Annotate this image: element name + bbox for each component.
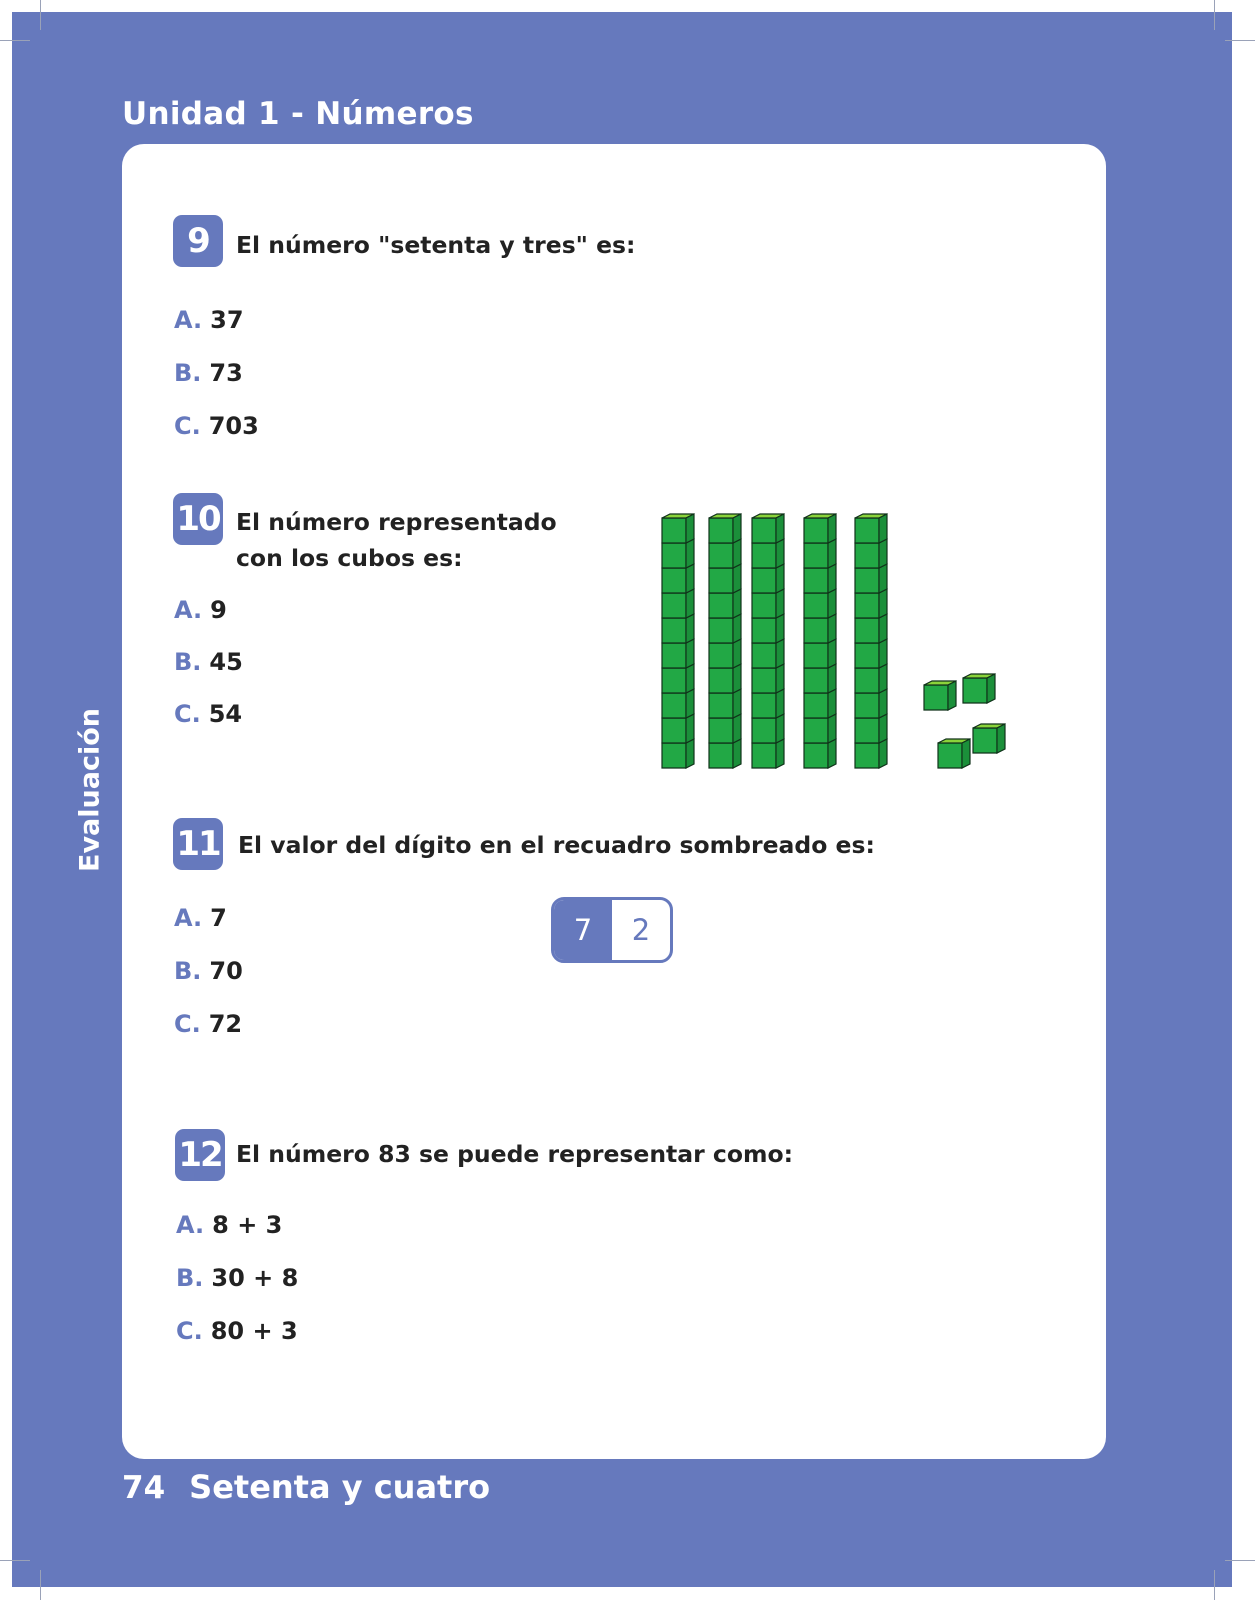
option-letter: A. <box>174 596 203 624</box>
option-letter: B. <box>174 359 202 387</box>
option-letter: C. <box>174 700 201 728</box>
crop-mark <box>1225 40 1255 41</box>
crop-mark <box>40 1570 41 1600</box>
option-letter: A. <box>174 306 203 334</box>
question-10-prompt <box>236 504 557 576</box>
question-12-badge: 12 <box>175 1129 225 1181</box>
option-text: 703 <box>208 412 259 440</box>
page-number-words: Setenta y cuatro <box>189 1468 491 1506</box>
content-card <box>122 144 1106 1459</box>
section-side-label: Evaluación <box>74 708 106 872</box>
unit-title: Unidad 1 - Números <box>122 96 474 132</box>
option-text: 45 <box>209 648 243 676</box>
option-letter: C. <box>174 1010 201 1038</box>
unit-cube <box>938 739 970 768</box>
question-9-option-b[interactable] <box>174 359 243 387</box>
option-letter: A. <box>174 904 203 932</box>
option-text: 72 <box>208 1010 243 1038</box>
option-text: 9 <box>210 596 227 624</box>
unit-cube <box>973 724 1005 753</box>
option-text: 7 <box>210 904 227 932</box>
question-9-prompt: El número "setenta y tres" es: <box>236 231 636 259</box>
question-12-option-a[interactable] <box>176 1211 282 1239</box>
question-12-option-b[interactable] <box>176 1264 298 1292</box>
question-10-prompt-line1: El número representado <box>236 508 557 536</box>
crop-mark <box>1214 0 1215 30</box>
question-10-prompt-line2: con los cubos es: <box>236 544 463 572</box>
question-11-option-c[interactable] <box>174 1010 242 1038</box>
option-letter: A. <box>176 1211 205 1239</box>
page-footer <box>122 1468 490 1506</box>
option-text: 8 + 3 <box>212 1211 283 1239</box>
base-ten-blocks-figure <box>660 510 1060 790</box>
plain-digit-cell: 2 <box>631 913 651 947</box>
option-letter: B. <box>174 957 202 985</box>
option-text: 30 + 8 <box>211 1264 299 1292</box>
option-text: 37 <box>210 306 244 334</box>
option-text: 54 <box>208 700 243 728</box>
place-value-box <box>551 897 673 963</box>
question-11-prompt: El valor del dígito en el recuadro sombreado es: <box>238 831 875 859</box>
question-11-option-a[interactable] <box>174 904 227 932</box>
question-10-option-b[interactable] <box>174 648 243 676</box>
question-9-badge: 9 <box>173 215 223 267</box>
option-letter: B. <box>174 648 202 676</box>
option-text: 80 + 3 <box>210 1317 298 1345</box>
unit-cube <box>924 681 956 710</box>
ten-rod-cube <box>752 514 784 543</box>
option-letter: B. <box>176 1264 204 1292</box>
question-11-option-b[interactable] <box>174 957 243 985</box>
crop-mark <box>0 1560 30 1561</box>
option-text: 70 <box>209 957 243 985</box>
ten-rod-cube <box>855 514 887 543</box>
question-10-option-c[interactable] <box>174 700 242 728</box>
question-9-option-c[interactable] <box>174 412 259 440</box>
question-12-option-c[interactable] <box>176 1317 298 1345</box>
option-text: 73 <box>209 359 243 387</box>
question-11-badge: 11 <box>173 818 223 870</box>
option-letter: C. <box>176 1317 203 1345</box>
ten-rod-cube <box>804 514 836 543</box>
crop-mark <box>1225 1560 1255 1561</box>
ten-rod-cube <box>662 514 694 543</box>
option-letter: C. <box>174 412 201 440</box>
question-10-option-a[interactable] <box>174 596 227 624</box>
shaded-digit-cell: 7 <box>554 900 612 960</box>
question-12-prompt: El número 83 se puede representar como: <box>236 1140 794 1168</box>
unit-cube <box>963 674 995 703</box>
question-9-option-a[interactable] <box>174 306 244 334</box>
crop-mark <box>1214 1570 1215 1600</box>
crop-mark <box>40 0 41 30</box>
ten-rod-cube <box>709 514 741 543</box>
page-number: 74 <box>122 1470 166 1506</box>
crop-mark <box>0 40 30 41</box>
question-10-badge: 10 <box>173 493 223 545</box>
